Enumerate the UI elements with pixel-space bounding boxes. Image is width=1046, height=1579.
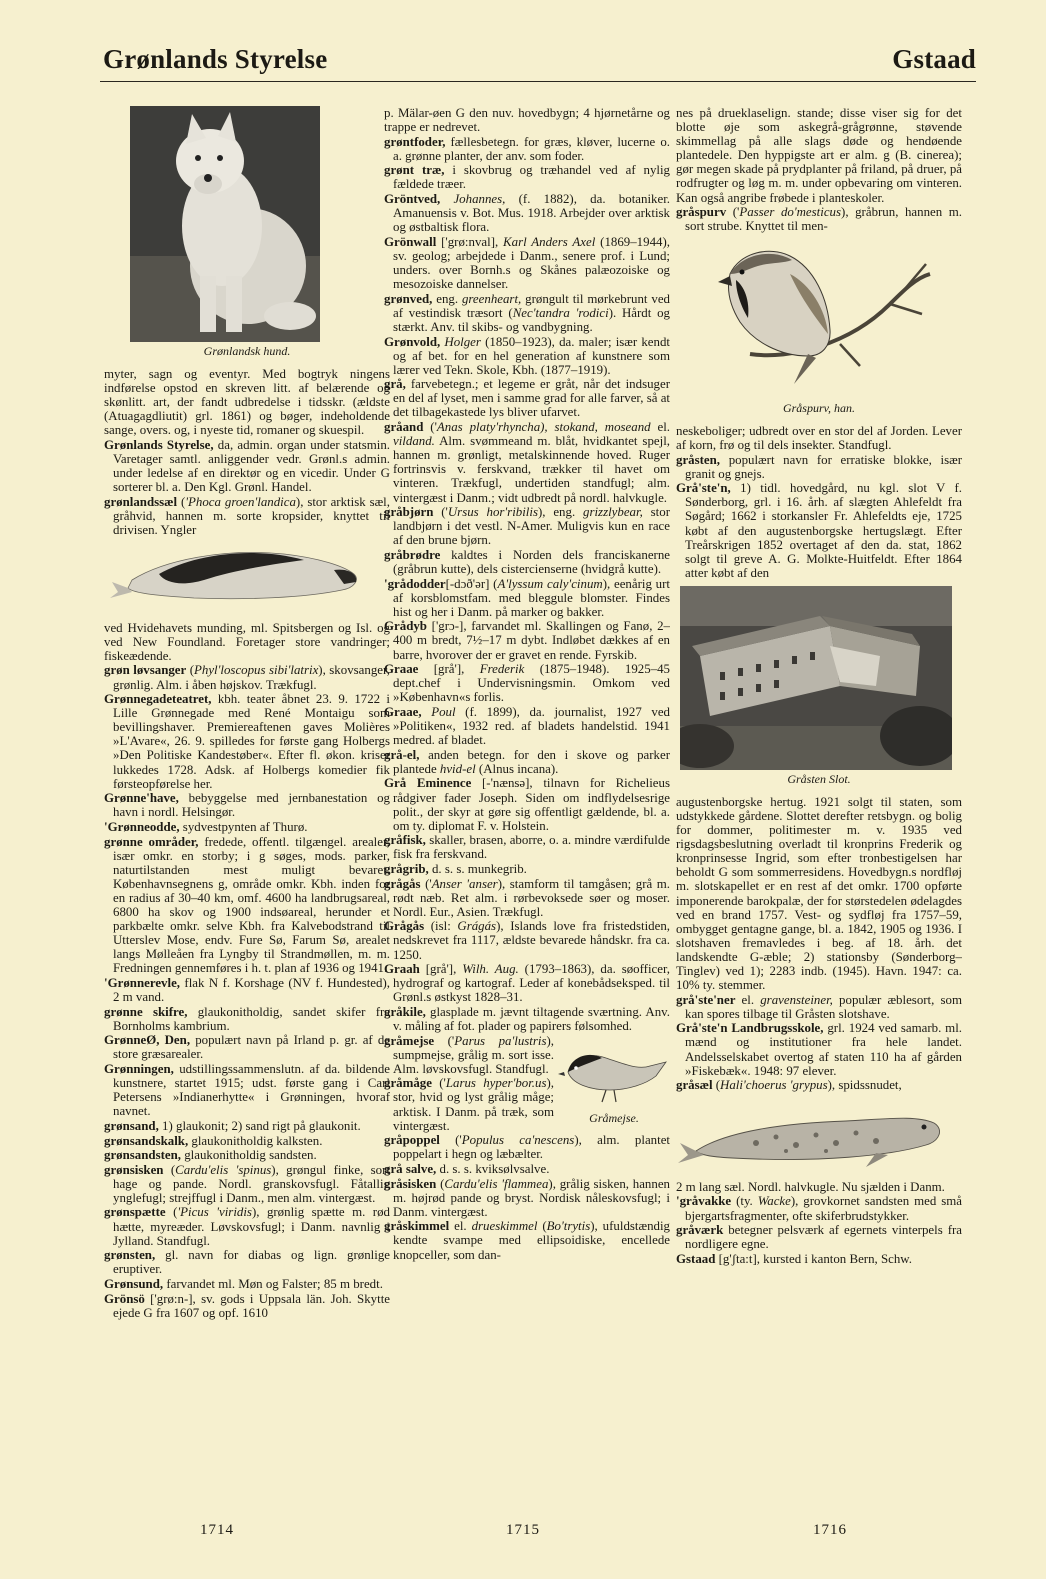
entry: nes på drueklaselign. stande; disse viser sig for det blotte øje som askegrå-grågrønne, støvende skimmellag på alle slags døde og hendøende plantedele. Den hyppigste art er alm. g (B. cinerea); gør megen skade på prydplanter på friland, på druer, på rodfrugter og løg m. m. under opbevaring om vinteren. Kan også angribe frøbede i planteskoler.	[676, 106, 962, 205]
entry: Grønlands Styrelse, da, admin. organ under statsmin. Varetager samtl. anliggender vedr. Grønl.s admin. under ledelse af en direktør og en vicedir. Under G sorterer bl. a. Den Kgl. Grønl. Handel.	[104, 437, 390, 495]
entry: gråand ('Anas platy'rhyncha), stokand, moseand el. vildand. Alm. svømmeand m. blåt, hvidkantet spejl, hannen m. grønligt, metalskinnende hoved. Ruger fortrinsvis v. ferskvand, trækker til havet om vinteren. Trækfugl, undertiden standfugl; alm. vintergæst i Danm.; vidt udbredt på nordl. halvkugle.	[384, 420, 670, 505]
tit-figure	[558, 1036, 670, 1125]
entry: myter, sagn og eventyr. Med bogtryk ningens indførelse opstod en skreven litt. af belærende og skønlitt. art, der fandt udbredelse i tidsskr. (ældste (Atuagagdliutit) grl. 1861) og bøger, indeholdende sange, overs. og, i nyeste tid, romaner og skuespil.	[104, 367, 390, 438]
entry: gråkile, glasplade m. jævnt tiltagende sværtning. Anv. v. måling af fot. plader og papirers følsomhed.	[384, 1004, 670, 1033]
running-head-left: Grønlands Styrelse	[103, 44, 328, 74]
harp-seal-illustration	[104, 540, 374, 608]
entry: gråpoppel ('Populus ca'nescens), alm. plantet poppelart i hegn og læbælter.	[384, 1133, 670, 1162]
entry: Graah [grå'], Wilh. Aug. (1793–1863), da. søofficer, hydrograf og kartograf. Leder af konebådseksped. til Grønl.s østkyst 1828–31.	[384, 962, 670, 1005]
entry: Grådyb ['grɔ-], farvandet ml. Skallingen og Fanø, 2–400 m bredt, 7½–17 m dybt. Indløbet dækkes af en barre, hvorover der er gravet en rende. Fyrskib.	[384, 619, 670, 662]
sparrow-caption: Gråspurv, han.	[782, 400, 856, 415]
entry: grå-el, anden betegn. for den i skove og parker plantede hvid-el (Alnus incana).	[384, 747, 670, 776]
entry: Grönwall ['grø:nval], Karl Anders Axel (1869–1944), sv. geolog; arbejdede i Danm., senere prof. i Lund; unders. over Bornh.s og Skånes palæozoiske og mesozoiske dannelser.	[384, 234, 670, 292]
entry: Grå'ste'n, 1) tidl. hovedgård, nu kgl. slot V f. Sønderborg, grl. i 16. årh. af slægten Ahlefeldt fra Søgård; 1662 i storkansler Fr. Ahlefeldts eje, 1725 købt af den augustenborgske hertugslægt. Efter Treårskrigen 1852 overtaget af den da. stat, 1862 solgt til greve A. G. Molkte-Huitfeldt. Efter 1864 atter købt af den	[676, 481, 962, 580]
entry: gråsæl (Hali'choerus 'grypus), spidssnudet,	[676, 1078, 902, 1093]
page-number: 1715	[506, 1522, 540, 1538]
entry: grågrib, d. s. s. munkegrib.	[384, 861, 527, 876]
entry: grøntfoder, fællesbetegn. for græs, kløver, lucerne o. a. grønne planter, der anv. som foder.	[384, 134, 670, 163]
entry: grønsand, 1) glaukonit; 2) sand rigt på glaukonit.	[104, 1118, 361, 1133]
entry: Grå Eminence [-'nænsə], tilnavn for Richelieus rådgiver fader Joseph. Siden om indflydelsesrige polit., der skyr at gøre sig offentligt gældende, bl. a. om ty. diplomat F. v. Holstein.	[384, 776, 670, 833]
entry: grå, farvebetegn.; et legeme er gråt, når det indsuger en del af lyset, men i samme grad for alle farver, så at det tilbagekastede lys bliver ufarvet.	[384, 377, 670, 420]
entry: gråmåge ('Larus hyper'bor.us), stor, hvid og lyst grålig måge; arktisk. I Danm. på træk, som vintergæst.	[384, 1076, 554, 1133]
entry: grønsten, gl. navn for diabas og lign. grønlige eruptiver.	[104, 1248, 390, 1277]
entry: gråfisk, skaller, brasen, aborre, o. a. mindre værdifulde fisk fra ferskvand.	[384, 833, 670, 862]
dog-figure	[104, 106, 390, 359]
entry: grågås ('Anser 'anser), stamform til tamgåsen; grå m. rødt næb. Ret alm. i rørbevoksede søer og moser. Nordl. Eur., Asien. Trækfugl.	[384, 876, 670, 919]
entry: gråskimmel el. drueskimmel (Bo'trytis), ufuldstændig kendte svampe med ellipsoidiske, encellede knopceller, som dan-	[384, 1219, 670, 1262]
entry: grønspætte ('Picus 'viridis), grønlig spætte m. rød hætte, myreæder. Løvskovsfugl; i Danm. navnlig i Jylland. Standfugl.	[104, 1205, 390, 1248]
entry: ved Hvidehavets munding, ml. Spitsbergen og Isl. og ved New Foundland. Foretager store vandringer; fiskeædende.	[104, 620, 390, 663]
entry: 'Grønnerevle, flak N f. Korshage (NV f. Hundested), 2 m vand.	[104, 975, 390, 1005]
entry: grønt træ, i skovbrug og træhandel ved af nylig fældede træer.	[384, 163, 670, 192]
entry: Grønnegadeteatret, kbh. teater åbnet 23. 9. 1722 i Lille Grønnegade med René Montaigu som bevillingshaver. Premiereaftenen gaves Molières »L'Avare«, 26. 9. spilledes for første gang Holbergs »Den Politiske Kandestøber«. Efter fl. økon. kriser lukkedes 1728. Adsk. af Holbergs komedier fik førsteopførelse her.	[104, 692, 390, 791]
entry: grønlandssæl ('Phoca groen'landica), stor arktisk sæl, gråhvid, hannen m. sorte kropsider, knyttet til drivisen. Yngler	[104, 494, 390, 538]
house-sparrow-illustration	[690, 234, 940, 394]
entry: gråbrødre kaldtes i Norden dels franciskanerne (gråbrun kutte), dels cistercienserne (hvidgrå kutte).	[384, 547, 670, 576]
dog-caption: Grønlandsk hund.	[203, 344, 291, 358]
entry: Grønsund, farvandet ml. Møn og Falster; 85 m bredt.	[104, 1276, 383, 1291]
entry: grønsandsten, glaukonitholdig sandsten.	[104, 1148, 317, 1163]
entry: grønsisken (Cardu'elis 'spinus), grøngul finke, sort hage og pande. Nordl. granskovsfugl. Fåtallig ynglefugl; strejffugl i Danm., men alm. vintergæst.	[104, 1162, 390, 1205]
entry: neskeboliger; udbredt over en stor del af Jorden. Lever af korn, frø og til dels insekter. Standfugl.	[676, 423, 962, 452]
column-1	[104, 106, 390, 1496]
tit-caption: Gråmejse.	[589, 1110, 639, 1125]
harp-seal-figure	[104, 538, 390, 621]
grey-seal-figure	[676, 1093, 962, 1180]
entry: gråsten, populært navn for erratiske blokke, især granit og gnejs.	[676, 452, 962, 481]
entry: grønsandskalk, glaukonitholdig kalksten.	[104, 1133, 323, 1148]
entry: 'Grønneodde, sydvestpynten af Thurø.	[104, 819, 308, 834]
entry: Grönsö ['grø:n-], sv. gods i Uppsala län. Joh. Skytte ejede G fra 1607 og opf. 1610	[104, 1291, 390, 1320]
entry: gråbjørn ('Ursus hor'ribilis), eng. grizzlybear, stor landbjørn i det vestl. N-Amer. Muligvis kun en race af den brune bjørn.	[384, 505, 670, 548]
page-number: 1716	[813, 1522, 847, 1538]
entry: Grønne'have, bebyggelse med jernbanestation og havn i nordl. Helsingør.	[104, 791, 390, 820]
entry: Gröntved, Johannes, (f. 1882), da. botaniker. Amanuensis v. Bot. Mus. 1918. Arbejder over arktisk og østbaltisk flora.	[384, 192, 670, 235]
entry: grå'ste'ner el. gravensteiner, populær æblesort, som kan spores tilbage til Gråsten slotshave.	[676, 992, 962, 1021]
column-2	[384, 106, 670, 1496]
castle-figure	[676, 586, 962, 787]
entry: grønved, eng. greenheart, grøngult til mørkebrunt ved af vestindisk træsort (Nec'tandra 'rodici). Hårdt og stærkt. Anv. til skibs- og vandbygning.	[384, 291, 670, 334]
entry: grøn løvsanger (Phyl'loscopus sibi'latrix), skovsanger, grønlig. Alm. i åben højskov. Trækfugl.	[104, 663, 390, 692]
entry: Grønvold, Holger (1850–1923), da. maler; især kendt og af bet. for en hel generation af kunstnere som lærer ved Tekn. Skole, Kbh. (1877–1919).	[384, 334, 670, 377]
castle-caption: Gråsten Slot.	[787, 771, 851, 786]
column-3	[676, 106, 962, 1496]
entry: Gstaad [g'ʃta:t], kursted i kanton Bern, Schw.	[676, 1251, 913, 1266]
entry: Grågås (isl: Grágás), Islands love fra fristedstiden, nedskrevet fra 1117, ældste bevarede håndskr. fra ca. 1250.	[384, 919, 670, 962]
header-rule	[100, 81, 976, 82]
entry: Graae [grå'], Frederik (1875–1948). 1925–45 dept.chef i Undervisningsmin. Omkom ved »København«s forlis.	[384, 662, 670, 705]
page-number: 1714	[200, 1522, 234, 1538]
entry: gråspurv ('Passer do'mesticus), gråbrun, hannen m. sort strube. Knyttet til men-	[676, 205, 962, 234]
grey-seal-illustration	[676, 1097, 956, 1169]
entry: Grå'ste'n Landbrugsskole, grl. 1924 ved samarb. ml. mænd og institutioner fra hele landet. Andelsselskabet overtog af staten 110 ha af gården »Fiskebæk«. 1948: 97 elever.	[676, 1021, 962, 1078]
running-head-right: Gstaad	[892, 44, 976, 74]
entry: gråmejse ('Parus pa'lustris), sumpmejse, grålig m. sort isse. Alm. løvskovsfugl. Standfugl.	[384, 1033, 554, 1076]
entry: Grønningen, udstillingssammenslutn. af da. bildende kunstnere, startet 1915; udst. første gang i Carl Petersens »Indianerhytte« i Grønningen, hvoraf navnet.	[104, 1062, 390, 1119]
sparrow-figure	[676, 234, 962, 416]
entry: p. Mälar-øen G den nuv. hovedbygn; 4 hjørnetårne og trappe er nedrevet.	[384, 106, 670, 135]
entry: 'grådodder[-dɔð'ər] (A'lyssum caly'cinum), eenårig urt af korsblomstfam. med bleggule blomster. Findes hist og her i Danm. på marker og bakker.	[384, 576, 670, 619]
entry: Graae, Poul (f. 1899), da. journalist, 1927 ved »Politiken«, 1932 red. af bladets handelstid. 1941 medred. af bladet.	[384, 704, 670, 748]
entry: grønne områder, fredede, offentl. tilgængel. arealer, især omkr. en storby; i g søges, mods. parker, naturtilstanden mest muligt bevaret. Københavnsegnens g, område omkr. Kbh. inden for en radius af 30–40 km, omf. 4600 ha landbrugsareal, 6800 ha skov og 1900 indsøareal, herunder et parkbælte omkr. selve Kbh. fra Kalvebodstrand til Utterslev Mose, endv. Fure Sø, Farum Sø, arealet langs Mølleåen fra Lyngby til Strandmøllen, m. m. Fredningen gennemføres i h. t. plan af 1936 og 1941.	[104, 834, 390, 976]
entry: GrønneØ, Den, populært navn på Irland p. gr. af de store græsarealer.	[104, 1033, 390, 1062]
marsh-tit-illustration	[558, 1036, 670, 1106]
entry: augustenborgske hertug. 1921 solgt til staten, som udstykkede gårdene. Slottet derefter retsbygn. og bolig for dommer, politimester m. v. 1935 ved rigsdagsbeslutning overladt til kronprins Frederik og kronprinsesse Ingrid, som efter tronbestigelsen har beholdt G som sommerresidens. Hovedbygn.s nordfløj m. slotskapellet er en rest af det omkr. 1700 opførte imponerende barokpalæ, der for størstedelen ødelagdes ved en brand 1757. Vest- og sydfløj fra 1757–59, ombygget gentagne gange, bl. a. 1842, 1905 og 1936. I slotshaven fremavledes i beg. af 18. årh. det landskendte G-æble; 2) stationsby (Sønderborg–Tinglev) ved 1); 2283 indb. (1945). Havn. 1947: ca. 10% ty. stemmer.	[676, 794, 962, 993]
entry: grønne skifre, glaukonitholdig, sandet skifer fra Bornholms kambrium.	[104, 1004, 390, 1033]
entry: grå salve, d. s. s. kviksølvsalve.	[384, 1161, 550, 1176]
entry: gråsisken (Cardu'elis 'flammea), grålig sisken, hannen m. højrød pande og bryst. Nordisk nåleskovsfugl; i Danm. vintergæst.	[384, 1176, 670, 1219]
greenland-dog-photo	[130, 106, 320, 342]
entry: 'gråvakke (ty. Wacke), grovkornet sandsten med små bjergartsfragmenter, ofte skiferbrudstykker.	[676, 1194, 962, 1223]
grasten-castle-photo	[680, 586, 952, 770]
entry: 2 m lang sæl. Nordl. halvkugle. Nu sjælden i Danm.	[676, 1179, 945, 1194]
entry: gråværk betegner pelsværk af egernets vinterpels fra nordligere egne.	[676, 1223, 962, 1252]
